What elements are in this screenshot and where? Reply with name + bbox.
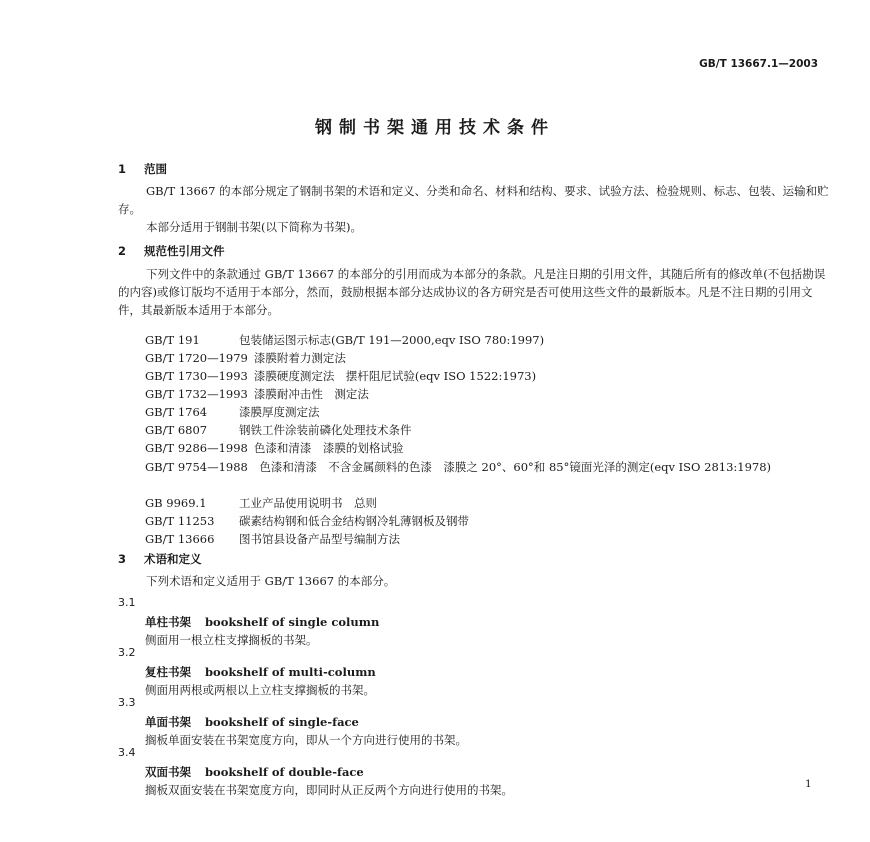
term-definition: 侧面用一根立柱支撑搁板的书架。: [145, 633, 318, 647]
reference-title: 漆膜耐冲击性 测定法: [253, 387, 369, 401]
section-number: 3: [118, 552, 127, 566]
section-number: 2: [118, 244, 127, 258]
term-zh: 复柱书架: [145, 665, 191, 679]
reference-title: 钢铁工件涂装前磷化处理技术条件: [239, 423, 412, 437]
reference-code: GB/T 1730—1993: [145, 369, 248, 383]
section-title: 范围: [144, 162, 167, 176]
reference-item: [145, 386, 369, 402]
term-en: bookshelf of single-face: [205, 715, 359, 729]
reference-code: GB/T 13666: [145, 532, 215, 546]
section-1-paragraph-1: GB/T 13667 的本部分规定了钢制书架的术语和定义、分类和命名、材料和结构、要求、试验方法、检验规则、标志、包装、运输和贮存。: [118, 184, 829, 216]
section-title: 规范性引用文件: [144, 244, 225, 258]
reference-item: [145, 350, 346, 366]
reference-title: 工业产品使用说明书 总则: [239, 496, 377, 510]
reference-item: [145, 531, 400, 547]
section-3-heading: [118, 551, 202, 567]
reference-item: [145, 495, 377, 511]
term-entry: [145, 664, 376, 680]
term-number: 3.4: [118, 746, 136, 759]
reference-code: GB/T 191: [145, 333, 200, 347]
reference-title: 包装储运图示标志(GB/T 191—2000,eqv ISO 780:1997): [239, 333, 545, 347]
term-entry: [145, 714, 359, 730]
term-entry: [145, 614, 379, 630]
reference-code: GB/T 1732—1993: [145, 387, 248, 401]
reference-title: 图书馆县设备产品型号编制方法: [239, 532, 400, 546]
section-3-intro: 下列术语和定义适用于 GB/T 13667 的本部分。: [146, 574, 396, 588]
reference-item: [145, 332, 544, 348]
reference-title: 色漆和清漆 漆膜的划格试验: [253, 441, 404, 455]
term-en: bookshelf of double-face: [205, 765, 364, 779]
term-zh: 单柱书架: [145, 615, 191, 629]
reference-item-long: GB/T 9754—1988 色漆和清漆 不含金属颜料的色漆 漆膜之 20°、60°和 85°镜面光泽的测定(eqv ISO 2813:1978): [145, 460, 772, 474]
page-number: 1: [805, 778, 812, 790]
reference-code: GB/T 1720—1979: [145, 351, 248, 365]
reference-code: GB/T 6807: [145, 423, 208, 437]
term-en: bookshelf of multi-column: [205, 665, 376, 679]
document-title: 钢制书架通用技术条件: [315, 118, 555, 138]
reference-title: 碳素结构钢和低合金结构钢冷轧薄钢板及钢带: [239, 514, 469, 528]
reference-item: [145, 440, 403, 456]
reference-code: GB/T 1764: [145, 405, 208, 419]
reference-item: [145, 422, 412, 438]
section-1-heading: [118, 161, 167, 177]
reference-code: GB 9969.1: [145, 496, 207, 510]
reference-item: [145, 513, 469, 529]
reference-title: 漆膜厚度测定法: [239, 405, 320, 419]
reference-title: 漆膜硬度测定法 摆杆阻尼试验(eqv ISO 1522:1973): [253, 369, 537, 383]
section-number: 1: [118, 162, 127, 176]
reference-item: [145, 404, 320, 420]
term-en: bookshelf of single column: [205, 615, 380, 629]
reference-item: [145, 368, 536, 384]
section-title: 术语和定义: [144, 552, 202, 566]
section-2-intro: 下列文件中的条款通过 GB/T 13667 的本部分的引用而成为本部分的条款。凡是注日期的引用文件，其随后所有的修改单(不包括勘误的内容)或修订版均不适用于本部分，然而，鼓励根据本部分达成协议的各方研究是否可使用这些文件的最新版本。凡是不注日期的引用文件，其最新版本适用于本部分。: [118, 267, 826, 317]
reference-code: GB/T 11253: [145, 514, 215, 528]
reference-code: GB/T 9286—1998: [145, 441, 248, 455]
term-number: 3.2: [118, 646, 136, 659]
section-1-paragraph-2: 本部分适用于钢制书架(以下简称为书架)。: [146, 220, 362, 234]
standard-code: GB/T 13667.1—2003: [699, 58, 818, 70]
reference-title: 漆膜附着力测定法: [253, 351, 346, 365]
term-number: 3.3: [118, 696, 136, 709]
term-entry: [145, 764, 364, 780]
term-number: 3.1: [118, 596, 136, 609]
term-zh: 双面书架: [145, 765, 191, 779]
term-zh: 单面书架: [145, 715, 191, 729]
term-definition: 搁板单面安装在书架宽度方向，即从一个方向进行使用的书架。: [145, 733, 467, 747]
section-2-heading: [118, 243, 225, 259]
term-definition: 搁板双面安装在书架宽度方向，即同时从正反两个方向进行使用的书架。: [145, 783, 513, 797]
term-definition: 侧面用两根或两根以上立柱支撑搁板的书架。: [145, 683, 375, 697]
